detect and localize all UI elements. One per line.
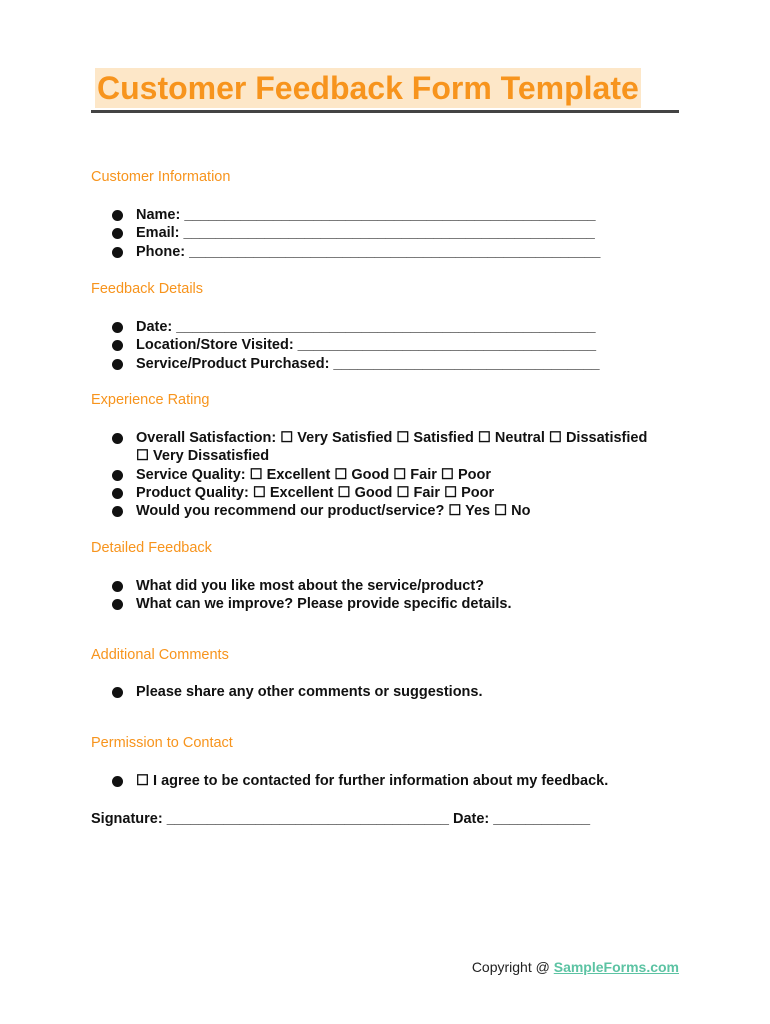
list-item-date: Date: ____________________________________________________: [112, 318, 600, 336]
customer-info-list: [112, 206, 600, 261]
list-item-improve: What can we improve? Please provide specific details.: [112, 595, 512, 613]
permission-list: [112, 772, 608, 790]
title-block: [91, 68, 679, 113]
bullet-icon: [112, 322, 123, 333]
bullet-icon: [112, 599, 123, 610]
list-item-other-comments: Please share any other comments or suggestions.: [112, 683, 483, 701]
list-item-service-product: Service/Product Purchased: _________________________________: [112, 355, 600, 373]
copyright-footer: [472, 958, 679, 976]
feedback-details-list: [112, 318, 600, 373]
section-heading-additional-comments: Additional Comments: [91, 647, 229, 663]
list-item-consent: ☐ I agree to be contacted for further information about my feedback.: [112, 772, 608, 790]
signature-line: Signature: ___________________________________ Date: ____________: [91, 811, 591, 827]
experience-rating-list: [112, 429, 647, 520]
section-heading-feedback-details: Feedback Details: [91, 281, 204, 297]
detailed-feedback-list: [112, 577, 512, 614]
bullet-icon: [112, 687, 123, 698]
list-item-liked-most: What did you like most about the service/product?: [112, 577, 512, 595]
list-item-location: Location/Store Visited: _____________________________________: [112, 336, 600, 354]
bullet-icon: [112, 247, 123, 258]
page-title: Customer Feedback Form Template: [97, 70, 639, 106]
list-item-email: Email: ___________________________________________________: [112, 224, 600, 242]
bullet-icon: [112, 359, 123, 370]
list-item-name: Name: ___________________________________________________: [112, 206, 600, 224]
list-item-overall-satisfaction: Overall Satisfaction: ☐ Very Satisfied ☐ Satisfied ☐ Neutral ☐ Dissatisfied ☐ Very Dissatisfied: [112, 429, 647, 466]
bullet-icon: [112, 340, 123, 351]
list-item-recommend: Would you recommend our product/service? ☐ Yes ☐ No: [112, 502, 647, 520]
section-heading-customer-information: Customer Information: [91, 169, 231, 185]
section-heading-detailed-feedback: Detailed Feedback: [91, 540, 212, 556]
bullet-icon: [112, 228, 123, 239]
bullet-icon: [112, 581, 123, 592]
brand-link[interactable]: SampleForms.com: [553, 959, 679, 975]
section-heading-experience-rating: Experience Rating: [91, 392, 210, 408]
list-item-product-quality: Product Quality: ☐ Excellent ☐ Good ☐ Fair ☐ Poor: [112, 484, 647, 502]
additional-comments-list: [112, 683, 483, 701]
bullet-icon: [112, 470, 123, 481]
bullet-icon: [112, 488, 123, 499]
list-item-phone: Phone: ___________________________________________________: [112, 243, 600, 261]
bullet-icon: [112, 433, 123, 444]
copyright-text: Copyright @: [471, 959, 554, 975]
bullet-icon: [112, 506, 123, 517]
bullet-icon: [112, 210, 123, 221]
bullet-icon: [112, 776, 123, 787]
section-heading-permission-to-contact: Permission to Contact: [91, 735, 233, 751]
list-item-service-quality: Service Quality: ☐ Excellent ☐ Good ☐ Fair ☐ Poor: [112, 466, 647, 484]
